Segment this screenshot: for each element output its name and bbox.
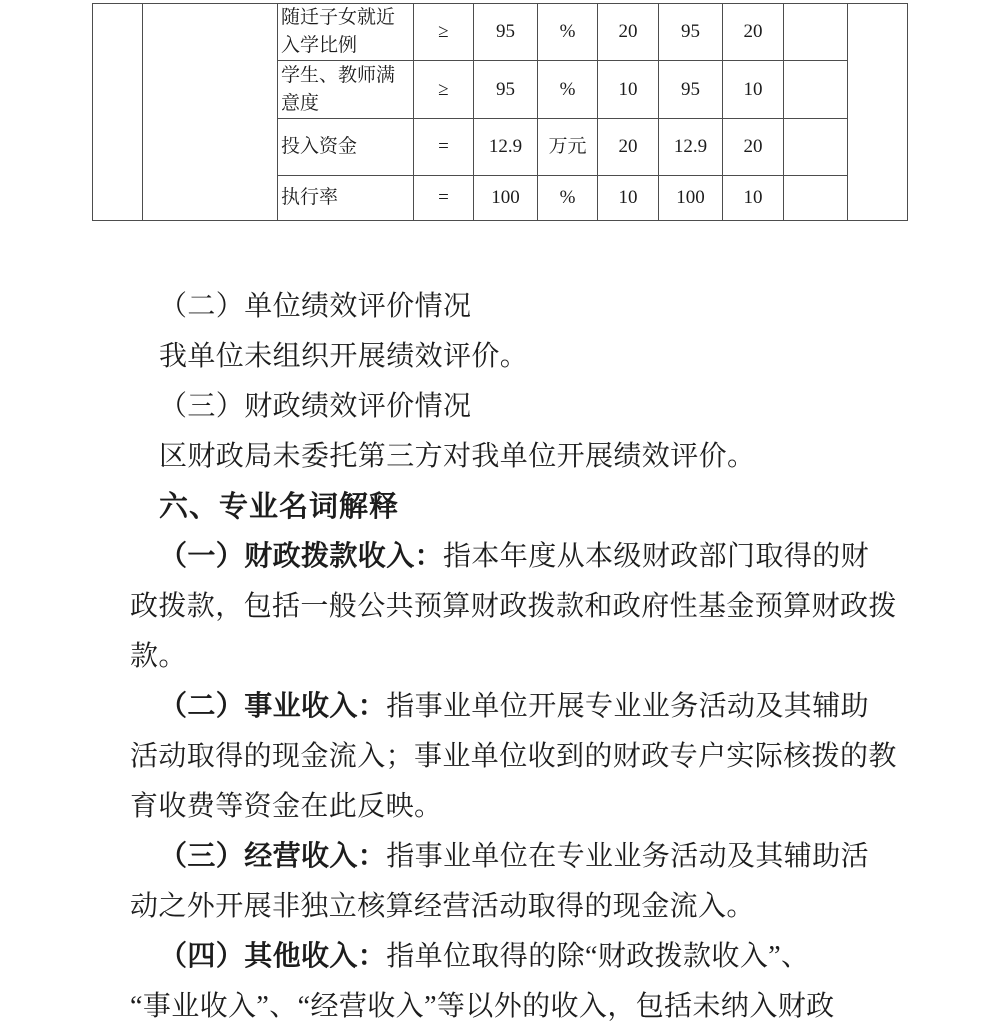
operator-cell: ≥ bbox=[414, 61, 474, 119]
text-line bbox=[130, 332, 924, 382]
text-line bbox=[130, 582, 895, 632]
text-segment: 区财政局未委托第三方对我单位开展绩效评价。 bbox=[159, 441, 756, 472]
text-segment: 指事业单位开展专业业务活动及其辅助 bbox=[386, 691, 870, 722]
score-cell: 10 bbox=[723, 61, 784, 119]
text-line bbox=[130, 632, 895, 682]
text-segment: 指本年度从本级财政部门取得的财 bbox=[443, 541, 870, 572]
target-cell: 95 bbox=[474, 61, 538, 119]
text-line bbox=[130, 432, 924, 482]
indicator-name-cell: 学生、教师满意度 bbox=[278, 61, 414, 119]
text-segment: 我单位未组织开展绩效评价。 bbox=[159, 341, 529, 372]
text-line bbox=[130, 932, 924, 982]
unit-cell: 万元 bbox=[538, 119, 598, 176]
weight-cell: 10 bbox=[598, 176, 659, 221]
section-heading bbox=[130, 482, 924, 532]
operator-cell: = bbox=[414, 176, 474, 221]
bold-lead-in: （四）其他收入： bbox=[159, 941, 387, 972]
unit-cell: % bbox=[538, 176, 598, 221]
weight-cell: 20 bbox=[598, 4, 659, 61]
operator-cell: = bbox=[414, 119, 474, 176]
text-line bbox=[130, 382, 924, 432]
weight-cell: 20 bbox=[598, 119, 659, 176]
text-segment: 活动取得的现金流入；事业单位收到的财政专户实际核拨的教 bbox=[130, 741, 897, 772]
score-cell: 20 bbox=[723, 4, 784, 61]
bold-lead-in: 六、专业名词解释 bbox=[159, 491, 400, 523]
text-segment: 指单位取得的除“财政拨款收入”、 bbox=[386, 941, 810, 972]
text-line bbox=[130, 532, 924, 582]
text-line bbox=[130, 282, 924, 332]
text-line bbox=[130, 882, 895, 932]
indicator-name-cell: 投入资金 bbox=[278, 119, 414, 176]
indicator-name-cell: 执行率 bbox=[278, 176, 414, 221]
text-line bbox=[130, 682, 924, 732]
actual-cell: 95 bbox=[659, 61, 723, 119]
text-segment: 指事业单位在专业业务活动及其辅助活 bbox=[386, 841, 870, 872]
target-cell: 95 bbox=[474, 4, 538, 61]
bold-lead-in: （三）经营收入： bbox=[159, 841, 387, 872]
text-segment: （二）单位绩效评价情况 bbox=[159, 291, 472, 322]
weight-cell: 10 bbox=[598, 61, 659, 119]
target-cell: 100 bbox=[474, 176, 538, 221]
operator-cell: ≥ bbox=[414, 4, 474, 61]
text-segment: 款。 bbox=[130, 641, 187, 672]
text-line bbox=[130, 732, 895, 782]
indicator-name-cell: 随迁子女就近入学比例 bbox=[278, 4, 414, 61]
score-cell: 20 bbox=[723, 119, 784, 176]
text-segment: 育收费等资金在此反映。 bbox=[130, 791, 443, 822]
actual-cell: 100 bbox=[659, 176, 723, 221]
actual-cell: 12.9 bbox=[659, 119, 723, 176]
unit-cell: % bbox=[538, 4, 598, 61]
actual-cell: 95 bbox=[659, 4, 723, 61]
unit-cell: % bbox=[538, 61, 598, 119]
text-line bbox=[130, 782, 895, 832]
text-segment: “事业收入”、“经营收入”等以外的收入，包括未纳入财政 bbox=[130, 991, 835, 1022]
text-segment: 政拨款，包括一般公共预算财政拨款和政府性基金预算财政拨 bbox=[130, 591, 897, 622]
score-cell: 10 bbox=[723, 176, 784, 221]
bold-lead-in: （一）财政拨款收入： bbox=[159, 541, 444, 572]
bold-lead-in: （二）事业收入： bbox=[159, 691, 387, 722]
text-line bbox=[130, 832, 924, 882]
target-cell: 12.9 bbox=[474, 119, 538, 176]
text-segment: （三）财政绩效评价情况 bbox=[159, 391, 472, 422]
text-line bbox=[130, 982, 895, 1032]
text-segment: 动之外开展非独立核算经营活动取得的现金流入。 bbox=[130, 891, 755, 922]
